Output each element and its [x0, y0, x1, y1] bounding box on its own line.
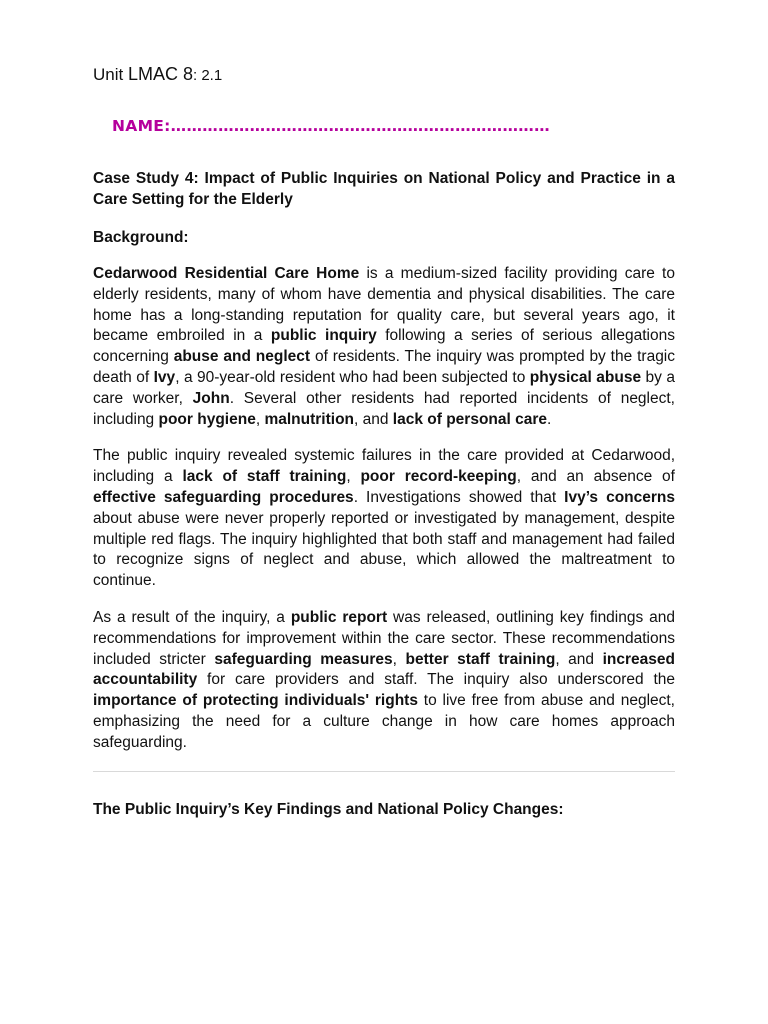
bold-text-run: lack of staff training [182, 468, 347, 486]
text-run: . Several other residents had reported incidents of neglect, including [93, 389, 675, 428]
bold-text-run: importance of protecting individuals' rights [93, 692, 418, 710]
text-run: As a result of the inquiry, a [93, 608, 291, 626]
text-run: about abuse were never properly reported or investigated by management, despite multiple red flags. The inquiry highlighted that both staff and management had failed to recognize signs of neglect and abuse, which allowed the maltreatment to continue. [93, 509, 675, 590]
background-paragraph-2 [93, 446, 675, 592]
text-run: . [547, 410, 552, 428]
text-run: , and [354, 410, 393, 428]
unit-suffix: : 2.1 [193, 67, 223, 84]
text-run: is a medium-sized facility providing care to elderly residents, many of whom have dementia and physical disabilities. The care home has a long-standing reputation for quality care, but several years ago, it became embroiled in a [93, 265, 675, 345]
bold-text-run: Ivy [153, 368, 176, 386]
text-run: of residents. The inquiry was prompted by the tragic death of [93, 348, 676, 386]
text-run: for care providers and staff. The inquiry also underscored the [197, 671, 675, 689]
bold-text-run: Cedarwood Residential Care Home [93, 265, 360, 282]
bold-text-run: Ivy’s concerns [564, 488, 675, 506]
case-study-title: Case Study 4: Impact of Public Inquiries on National Policy and Practice in a Care Setting for the Elderly [93, 170, 675, 208]
bold-text-run: safeguarding measures [214, 650, 393, 668]
bold-text-run: malnutrition [264, 410, 355, 428]
document-page [93, 60, 675, 820]
text-run: . Investigations showed that [353, 488, 565, 506]
bold-text-run: physical abuse [529, 368, 642, 386]
text-run: , a 90-year-old resident who had been subjected to [175, 368, 530, 386]
text-run: , and [555, 650, 603, 668]
bold-text-run: lack of personal care [392, 410, 548, 428]
name-field-line: NAME:……………………………………………………………… [112, 117, 550, 135]
bold-text-run: effective safeguarding procedures [93, 488, 354, 506]
bold-text-run: public inquiry [270, 327, 377, 345]
text-run: , [392, 650, 406, 668]
unit-heading [93, 60, 675, 90]
bold-text-run: abuse and neglect [173, 348, 311, 366]
text-run: , [255, 410, 265, 428]
unit-code: LMAC 8 [127, 64, 193, 84]
text-run: by a care worker, [93, 368, 675, 407]
bold-text-run: poor hygiene [158, 410, 256, 428]
text-run: , and an absence of [516, 468, 675, 486]
text-run: to live free from abuse and neglect, emphasizing the need for a culture change in how care homes approach safeguarding. [93, 692, 675, 751]
bold-text-run: John [192, 389, 230, 407]
text-run: following a series of serious allegations concerning [93, 327, 675, 366]
bold-text-run: increased accountability [93, 650, 676, 689]
background-paragraph-1 [93, 264, 675, 430]
background-heading: Background: [93, 229, 189, 246]
text-run: was released, outlining key findings and recommendations for improvement within the care sector. These recommendations included stricter [93, 608, 676, 668]
key-findings-heading: The Public Inquiry’s Key Findings and National Policy Changes: [93, 800, 564, 818]
text-run: , [346, 468, 361, 486]
bold-text-run: better staff training [405, 650, 556, 668]
unit-prefix: Unit [93, 65, 128, 84]
bold-text-run: poor record-keeping [360, 468, 517, 486]
bold-text-run: public report [290, 608, 388, 626]
text-run: The public inquiry revealed systemic failures in the care provided at Cedarwood, including a [93, 447, 675, 486]
horizontal-divider [93, 771, 675, 772]
background-paragraph-3 [93, 608, 675, 754]
